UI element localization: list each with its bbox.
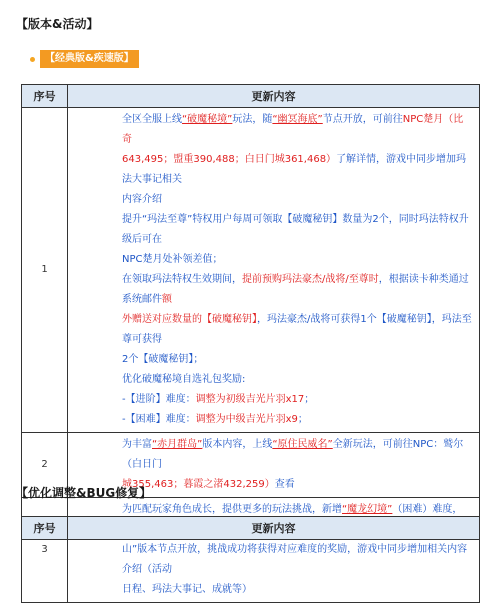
header-index: 序号 xyxy=(22,517,68,540)
content-segment: 643,495；盟重390,488；白日门城361,468） xyxy=(122,154,337,165)
category-tag-row xyxy=(30,50,139,68)
content-line xyxy=(122,410,473,430)
content-segment: “原住民威名” xyxy=(272,439,333,450)
content-line xyxy=(122,150,473,190)
content-line xyxy=(122,110,473,150)
header-content: 更新内容 xyxy=(68,85,480,108)
content-segment: “幽冥海底” xyxy=(272,114,323,125)
content-line xyxy=(122,190,473,210)
content-segment: “破魔秘境” xyxy=(182,114,233,125)
content-segment: “魔龙幻境” xyxy=(342,504,393,515)
header-index: 序号 xyxy=(22,85,68,108)
content-segment: -【进阶】难度： xyxy=(122,394,196,405)
section-title-optimization-bugfix: 【优化调整&BUG修复】 xyxy=(16,486,152,500)
content-segment: ，玛法豪杰/战将可获得1个【破魔秘钥】，玛法至尊可获得 xyxy=(122,314,472,345)
content-segment: 内容介绍 xyxy=(122,194,162,205)
content-line xyxy=(122,435,473,475)
content-segment: 在领取玛法特权生效期间， xyxy=(122,274,242,285)
table-row xyxy=(22,498,480,603)
content-segment: “赤月群岛” xyxy=(152,439,203,450)
content-line xyxy=(122,540,473,580)
content-line xyxy=(122,390,473,410)
content-segment: 了解详情，游戏中同步增加玛法大事记相关 xyxy=(122,154,467,185)
content-segment: ； xyxy=(297,414,308,425)
content-segment: 外赠送对应数量的【破魔秘钥】 xyxy=(122,314,257,325)
content-segment: 提前预购玛法豪杰/战将/至尊时 xyxy=(242,274,379,285)
content-segment: 版本内容，上线 xyxy=(202,439,273,450)
content-line xyxy=(122,475,473,495)
bullet-icon xyxy=(30,57,35,62)
table-header-row xyxy=(22,517,480,540)
content-segment: 节点开放，可前往 xyxy=(322,114,403,125)
header-content: 更新内容 xyxy=(68,517,480,540)
section-title-version-events: 【版本&活动】 xyxy=(16,17,99,31)
content-segment: （困难）难度， xyxy=(392,504,463,515)
content-segment: 额 xyxy=(162,294,172,305)
row-index: 1 xyxy=(22,108,68,433)
content-line xyxy=(122,580,473,600)
content-segment: 查看 xyxy=(274,479,295,490)
content-segment: NPC楚月（比奇 xyxy=(122,114,464,145)
content-line xyxy=(122,270,473,310)
content-segment: 为匹配玩家角色成长，提供更多的玩法挑战，新增 xyxy=(122,504,342,515)
table-row xyxy=(22,108,480,433)
content-segment: 2个【破魔秘钥】； xyxy=(122,354,204,365)
content-segment: 日程、玛法大事记、成就等） xyxy=(122,584,252,595)
content-line xyxy=(122,310,473,350)
content-segment: 调整为初级吉光片羽x17 xyxy=(195,394,305,405)
content-segment: NPC楚月处补领差值； xyxy=(122,254,223,265)
content-segment: 提升“玛法至尊”特权用户每周可领取【破魔秘钥】数量为2个，同时玛法特权升级后可在 xyxy=(122,214,469,245)
content-segment: ，根据读卡种类通过系统邮件 xyxy=(122,274,469,305)
table-header-row xyxy=(22,85,480,108)
category-tag: 【经典版&疾速版】 xyxy=(40,50,139,68)
update-table-optimization-bugfix xyxy=(21,516,480,540)
content-segment: ； xyxy=(304,394,315,405)
content-segment: 调整为中级吉光片羽x9 xyxy=(195,414,298,425)
content-segment: 城355,463；暮霞之渚432,259） xyxy=(122,479,275,490)
content-line xyxy=(122,370,473,390)
content-segment: 优化破魔秘境自选礼包奖励: xyxy=(122,374,246,385)
content-segment: 山”版本节点开放，挑战成功将获得对应难度的奖励，游戏中同步增加相关内容介绍（活动 xyxy=(122,544,468,575)
row-content xyxy=(68,498,480,603)
content-segment: 玩法，随 xyxy=(232,114,273,125)
row-index: 3 xyxy=(22,498,68,603)
row-index: 2 xyxy=(22,433,68,498)
content-segment: 全区全服上线 xyxy=(122,114,182,125)
content-segment: 全新玩法，可前往NPC：鹫尔（白日门 xyxy=(122,439,464,470)
content-line xyxy=(122,210,473,250)
content-line xyxy=(122,250,473,270)
row-content xyxy=(68,108,480,433)
content-segment: 为丰富 xyxy=(122,439,152,450)
content-segment: -【困难】难度： xyxy=(122,414,196,425)
content-line xyxy=(122,350,473,370)
